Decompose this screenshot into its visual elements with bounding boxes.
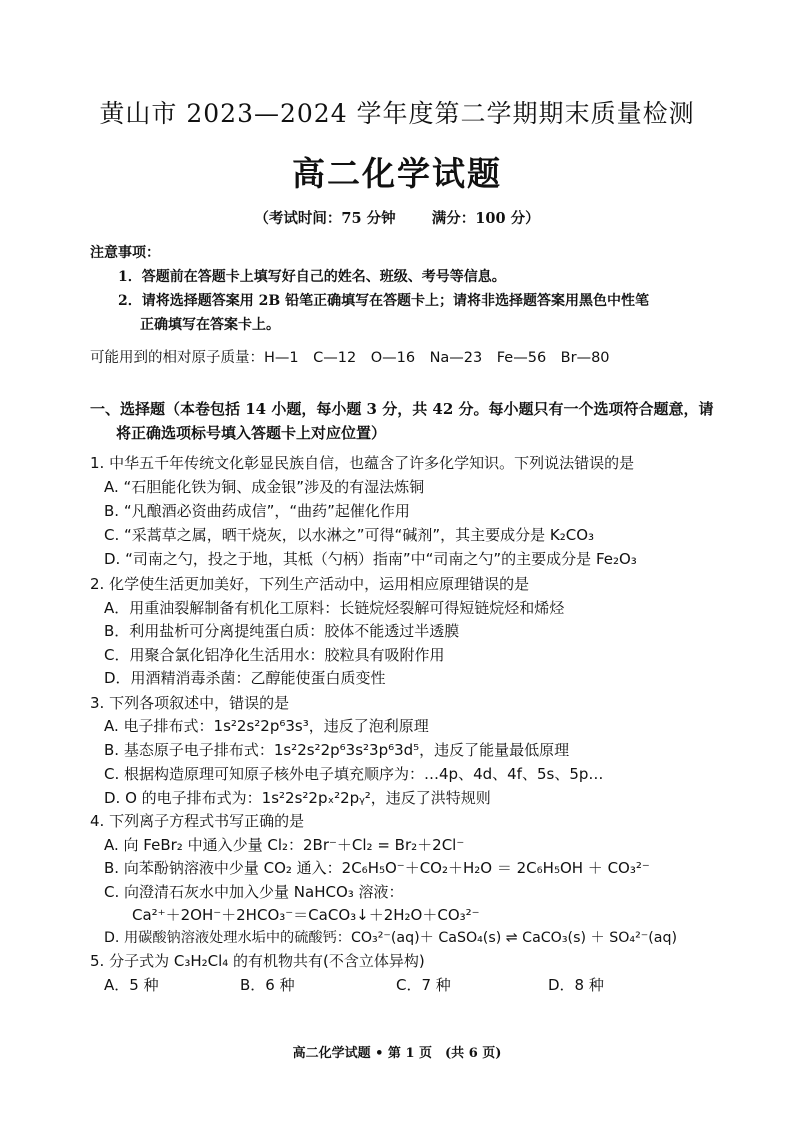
question-1-option-c: C. “采蒿草之属，晒干烧灰，以水淋之”可得“碱剂”，其主要成分是 K₂CO₃ bbox=[104, 526, 595, 544]
question-5-option-d: D．8 种 bbox=[548, 976, 604, 994]
notice-item-1: 1．答题前在答题卡上填写好自己的姓名、班级、考号等信息。 bbox=[118, 269, 506, 285]
notice-item-2: 2．请将选择题答案用 2B 铅笔正确填写在答题卡上；请将非选择题答案用黑色中性笔 bbox=[118, 293, 650, 309]
subject-title: 高二化学试题 bbox=[292, 154, 502, 193]
question-2-option-d: D．用酒精消毒杀菌：乙醇能使蛋白质变性 bbox=[104, 669, 386, 687]
notice-item-2-cont: 正确填写在答案卡上。 bbox=[140, 317, 280, 333]
section-heading-cont: 将正确选项标号填入答题卡上对应位置） bbox=[116, 424, 387, 442]
question-1-option-a: A. “石胆能化铁为铜、成金银”涉及的有湿法炼铜 bbox=[104, 478, 425, 496]
section-heading: 一、选择题（本卷包括 14 小题，每小题 3 分，共 42 分。每小题只有一个选项符合题意，请 bbox=[90, 400, 714, 418]
question-3-option-a: A. 电子排布式：1s²2s²2p⁶3s³，违反了泡利原理 bbox=[104, 717, 429, 735]
question-4-option-c-equation: Ca²⁺＋2OH⁻＋2HCO₃⁻＝CaCO₃↓＋2H₂O＋CO₃²⁻ bbox=[132, 906, 480, 924]
question-5-option-b: B．6 种 bbox=[240, 976, 295, 994]
question-5-option-a: A．5 种 bbox=[104, 976, 159, 994]
question-1-stem: 1. 中华五千年传统文化彰显民族自信，也蕴含了许多化学知识。下列说法错误的是 bbox=[90, 454, 635, 472]
question-3-stem: 3. 下列各项叙述中，错误的是 bbox=[90, 694, 290, 712]
question-4-option-b: B. 向苯酚钠溶液中少量 CO₂ 通入：2C₆H₅O⁻＋CO₂＋H₂O ＝ 2C₆H₅OH ＋ CO₃²⁻ bbox=[104, 859, 650, 877]
question-2-option-a: A．用重油裂解制备有机化工原料：长链烷烃裂解可得短链烷烃和烯烃 bbox=[104, 599, 565, 617]
question-4-option-a: A. 向 FeBr₂ 中通入少量 Cl₂：2Br⁻＋Cl₂ = Br₂＋2Cl⁻ bbox=[104, 836, 465, 854]
question-4-stem: 4. 下列离子方程式书写正确的是 bbox=[90, 812, 305, 830]
page-footer: 高二化学试题 • 第 1 页 (共 6 页) bbox=[292, 1046, 502, 1061]
notice-heading: 注意事项： bbox=[90, 245, 160, 261]
question-2-option-b: B．利用盐析可分离提纯蛋白质：胶体不能透过半透膜 bbox=[104, 622, 460, 640]
exam-score: 满分：100 分） bbox=[431, 210, 540, 227]
question-4-option-c: C. 向澄清石灰水中加入少量 NaHCO₃ 溶液： bbox=[104, 883, 404, 901]
question-1-option-d: D. “司南之勺，投之于地，其柢（勺柄）指南”中“司南之勺”的主要成分是 Fe₂O₃ bbox=[104, 550, 637, 568]
question-2-option-c: C．用聚合氯化铝净化生活用水：胶粒具有吸附作用 bbox=[104, 646, 445, 664]
atomic-mass-line: 可能用到的相对原子质量：H—1 C—12 O—16 Na—23 Fe—56 Br—80 bbox=[90, 350, 610, 366]
question-1-option-b: B. “凡酿酒必资曲药成信”，“曲药”起催化作用 bbox=[104, 502, 410, 520]
question-3-option-d: D. O 的电子排布式为：1s²2s²2pₓ²2pᵧ²，违反了洪特规则 bbox=[104, 789, 491, 807]
question-5-stem: 5. 分子式为 C₃H₂Cl₄ 的有机物共有(不含立体异构) bbox=[90, 952, 425, 970]
exam-time: （考试时间：75 分钟 bbox=[254, 210, 396, 227]
question-2-stem: 2. 化学使生活更加美好，下列生产活动中，运用相应原理错误的是 bbox=[90, 575, 530, 593]
question-4-option-d: D. 用碳酸钠溶液处理水垢中的硫酸钙：CO₃²⁻(aq)＋ CaSO₄(s) ⇌ CaCO₃(s) ＋ SO₄²⁻(aq) bbox=[104, 930, 678, 946]
exam-info bbox=[0, 207, 794, 228]
question-3-option-b: B. 基态原子电子排布式：1s²2s²2p⁶3s²3p⁶3d⁵，违反了能量最低原理 bbox=[104, 741, 570, 759]
exam-title: 黄山市 2023—2024 学年度第二学期期末质量检测 bbox=[99, 99, 695, 128]
question-3-option-c: C. 根据构造原理可知原子核外电子填充顺序为：…4p、4d、4f、5s、5p… bbox=[104, 765, 604, 783]
question-5-option-c: C．7 种 bbox=[396, 976, 451, 994]
